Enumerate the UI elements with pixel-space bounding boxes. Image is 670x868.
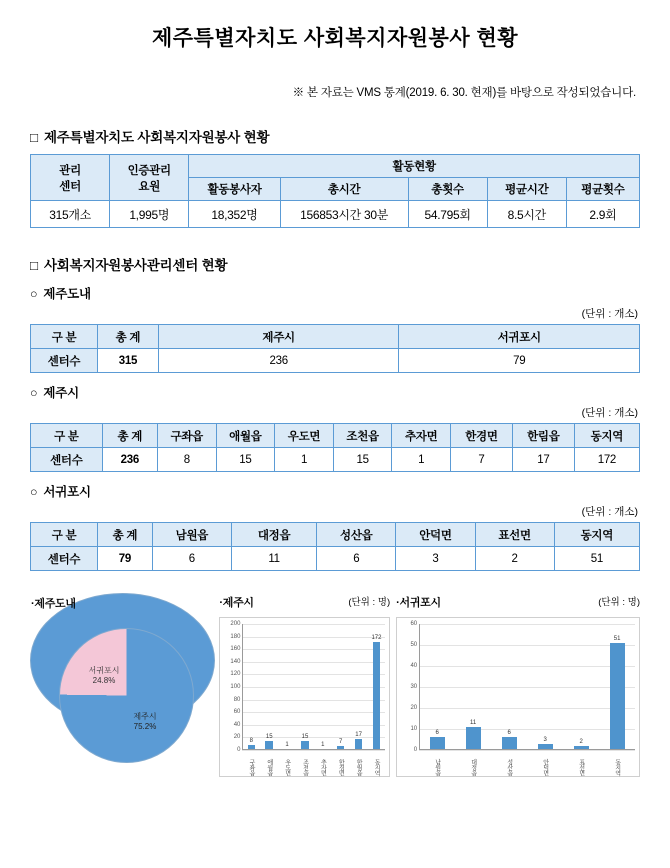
- th-center-l1: 관리: [59, 164, 81, 177]
- y-tick-label: 160: [230, 646, 241, 653]
- th-total: 총 계: [97, 523, 152, 547]
- bar-value-label: 6: [507, 730, 511, 737]
- chart-bar2-title: [396, 594, 441, 610]
- y-tick-label: 30: [410, 684, 418, 690]
- section-heading-overview: [30, 126, 640, 146]
- th-seongsan: 성산읍: [317, 523, 396, 547]
- table-row: [31, 547, 640, 571]
- bar-value-label: 1: [285, 742, 289, 748]
- plot-area: [419, 624, 635, 750]
- y-axis: [419, 624, 420, 750]
- y-axis: [242, 624, 243, 750]
- chart-pie-title: [31, 595, 76, 611]
- th-chuja: 추자면: [392, 424, 451, 448]
- unit-note-2: (단위 : 개소): [581, 407, 638, 419]
- gridline: [419, 645, 635, 646]
- x-tick-label: 안덕면: [541, 758, 548, 775]
- th-division: 구 분: [31, 424, 103, 448]
- gridline: [242, 674, 385, 675]
- y-tick-label: 0: [237, 747, 241, 753]
- td-jeju-si: 236: [158, 349, 399, 373]
- table-overview: [30, 154, 640, 228]
- page-title: 제주특별자치도 사회복지자원봉사 현황: [151, 27, 519, 50]
- x-tick-label: 성산읍: [505, 758, 512, 775]
- th-seogwipo-si: 서귀포시: [399, 325, 640, 349]
- td-hallim: 17: [512, 448, 574, 472]
- pie-slice-label-jeju: [127, 712, 163, 732]
- th-dong: 동지역: [574, 424, 639, 448]
- section-heading-centers: [30, 254, 640, 274]
- th-namwon: 남원읍: [152, 523, 231, 547]
- pie-wrapper: [59, 628, 194, 763]
- y-tick-label: 180: [230, 633, 241, 640]
- subheading-jejudonae: [30, 284, 640, 302]
- bar-value-label: 1: [321, 742, 325, 748]
- x-tick-label: 대정읍: [469, 758, 476, 775]
- gridline: [242, 687, 385, 688]
- th-andeok: 안덕면: [396, 523, 475, 547]
- td-avg-hours: 8.5시간: [487, 201, 566, 228]
- unit-note-1: (단위 : 개소): [581, 308, 638, 320]
- x-tick-label: 동지역: [372, 758, 379, 775]
- gridline: [242, 725, 385, 726]
- dot-bullet-icon: ·: [219, 597, 223, 609]
- th-total: 총 계: [97, 325, 158, 349]
- x-tick-label: 우도면: [283, 758, 290, 775]
- gridline: [419, 750, 635, 751]
- x-axis: [242, 749, 385, 750]
- th-udo: 우도면: [275, 424, 334, 448]
- th-center-l2: 센터: [59, 180, 81, 193]
- th-total-hours: 총시간: [280, 178, 408, 201]
- td-seongsan: 6: [317, 547, 396, 571]
- y-tick-label: 100: [230, 684, 241, 690]
- chart-bar-seogwipo: [396, 593, 640, 777]
- subheading-seogwipo-label: 서귀포시: [43, 485, 91, 499]
- gridline: [242, 649, 385, 650]
- th-activity: 활동현황: [189, 155, 640, 178]
- th-cert-l2: 요원: [138, 180, 161, 193]
- bar-value-label: 11: [470, 719, 477, 726]
- circle-bullet-icon: ○: [30, 287, 38, 301]
- td-jocheon: 15: [333, 448, 392, 472]
- gridline: [242, 750, 385, 751]
- pie-jeju-l1: 제주시: [133, 712, 157, 721]
- y-tick-label: 0: [413, 747, 418, 753]
- td-rowlabel: 센터수: [31, 349, 98, 373]
- td-hangyeong: 7: [451, 448, 513, 472]
- th-dong: 동지역: [554, 523, 639, 547]
- x-tick-label: 한림읍: [355, 758, 362, 775]
- th-avg-count: 평균횟수: [566, 178, 639, 201]
- subheading-jejusi-label: 제주시: [43, 386, 79, 400]
- gridline: [242, 662, 385, 663]
- th-cert: [110, 155, 189, 201]
- th-division: 구 분: [31, 523, 98, 547]
- x-tick-label: 표선면: [577, 758, 584, 775]
- y-tick-label: 200: [230, 621, 241, 627]
- x-tick-label: 애월읍: [265, 758, 272, 775]
- th-hallim: 한림읍: [512, 424, 574, 448]
- th-pyoseon: 표선면: [475, 523, 554, 547]
- td-chuja: 1: [392, 448, 451, 472]
- subheading-seogwipo: [30, 482, 640, 500]
- x-tick-label: 조천읍: [301, 758, 308, 775]
- bar-value-label: 15: [301, 733, 309, 740]
- y-tick-label: 60: [233, 709, 241, 716]
- td-total: 79: [97, 547, 152, 571]
- gridline: [242, 700, 385, 701]
- y-tick-label: 60: [410, 621, 418, 627]
- td-total: 236: [102, 448, 157, 472]
- pie-chart: [59, 628, 194, 763]
- y-tick-label: 20: [233, 734, 241, 741]
- bar-chart-jejusi: [219, 617, 390, 777]
- bar-value-label: 7: [339, 738, 343, 745]
- th-volunteers: 활동봉사자: [189, 178, 280, 201]
- gridline: [419, 687, 635, 688]
- th-jeju-si: 제주시: [158, 325, 399, 349]
- gridline: [242, 624, 385, 625]
- bar-value-label: 2: [579, 738, 583, 745]
- gridline: [419, 624, 635, 625]
- chart-bar1-title-label: 제주시: [222, 597, 254, 609]
- chart-bar-jejusi: [219, 593, 390, 777]
- table-seogwipo: [30, 522, 640, 571]
- th-avg-hours: 평균시간: [487, 178, 566, 201]
- y-tick-label: 40: [410, 663, 418, 669]
- td-rowlabel: 센터수: [31, 547, 98, 571]
- bar: [610, 643, 625, 750]
- td-total: 315: [97, 349, 158, 373]
- bar-value-label: 51: [613, 635, 621, 642]
- table-row: [31, 325, 640, 349]
- td-dong: 51: [554, 547, 639, 571]
- bar-value-label: 17: [355, 732, 362, 739]
- pie-jeju-val: 75.2%: [133, 722, 157, 731]
- charts-row: [30, 593, 640, 777]
- x-tick-label: 동지역: [613, 758, 620, 775]
- bar-value-label: 15: [265, 733, 273, 740]
- y-tick-label: 140: [230, 658, 241, 665]
- td-cert: 1,995명: [110, 201, 189, 228]
- td-center: 315개소: [31, 201, 110, 228]
- chart-bar1-title: [219, 594, 253, 610]
- td-total-hours: 156853시간 30분: [280, 201, 408, 228]
- th-gujwa: 구좌읍: [157, 424, 216, 448]
- table-jejusi: [30, 423, 640, 472]
- chart-pie-jejudonae: [30, 593, 215, 731]
- td-gujwa: 8: [157, 448, 216, 472]
- plot-area: [242, 624, 385, 750]
- pie-slice-label-seogwipo: [87, 666, 121, 686]
- subheading-jejudonae-label: 제주도내: [43, 287, 91, 301]
- td-andeok: 3: [396, 547, 475, 571]
- x-tick-label: 구좌읍: [247, 758, 254, 775]
- td-namwon: 6: [152, 547, 231, 571]
- bar: [466, 727, 481, 750]
- y-tick-label: 40: [233, 721, 241, 728]
- pie-seo-val: 24.8%: [92, 676, 116, 685]
- y-tick-label: 120: [230, 671, 241, 678]
- table-row: [31, 424, 640, 448]
- circle-bullet-icon: ○: [30, 485, 38, 499]
- th-hangyeong: 한경면: [451, 424, 513, 448]
- gridline: [419, 729, 635, 730]
- unit-note-3: (단위 : 개소): [581, 506, 638, 518]
- th-division: 구 분: [31, 325, 98, 349]
- bar-value-label: 3: [543, 736, 547, 743]
- x-tick-label: 남원읍: [433, 758, 440, 775]
- td-total-count: 54.795회: [408, 201, 487, 228]
- table-row: [31, 201, 640, 228]
- y-tick-label: 10: [410, 726, 418, 732]
- y-tick-label: 50: [410, 642, 418, 648]
- square-bullet-icon: □: [30, 130, 38, 145]
- dot-bullet-icon: ·: [396, 597, 400, 609]
- td-aewol: 15: [216, 448, 275, 472]
- th-total-count: 총횟수: [408, 178, 487, 201]
- x-tick-label: 추자면: [319, 758, 326, 775]
- pie-seo-l1: 서귀포시: [88, 666, 120, 675]
- th-jocheon: 조천읍: [333, 424, 392, 448]
- chart-bar2-title-label: 서귀포시: [399, 597, 441, 609]
- section-heading-overview-label: 제주특별자치도 사회복지자원봉사 현황: [43, 130, 270, 145]
- square-bullet-icon: □: [30, 258, 38, 273]
- td-dong: 172: [574, 448, 639, 472]
- dot-bullet-icon: ·: [31, 598, 35, 610]
- x-axis: [419, 749, 635, 750]
- table-row: [31, 155, 640, 178]
- th-center: [31, 155, 110, 201]
- td-volunteers: 18,352명: [189, 201, 280, 228]
- table-row: [31, 349, 640, 373]
- x-tick-label: 한경면: [337, 758, 344, 775]
- chart-bar1-unit: (단위 : 명): [348, 597, 391, 608]
- th-daejeong: 대정읍: [231, 523, 316, 547]
- source-note: ※ 본 자료는 VMS 통계(2019. 6. 30. 현재)를 바탕으로 작성되었습니다.: [292, 87, 636, 99]
- th-aewol: 애월읍: [216, 424, 275, 448]
- bar-chart-seogwipo: [396, 617, 640, 777]
- td-udo: 1: [275, 448, 334, 472]
- circle-bullet-icon: ○: [30, 386, 38, 400]
- td-seogwipo-si: 79: [399, 349, 640, 373]
- th-cert-l1: 인증관리: [127, 164, 171, 177]
- table-row: [31, 523, 640, 547]
- chart-bar2-unit: (단위 : 명): [598, 597, 640, 608]
- table-jejudonae: [30, 324, 640, 373]
- td-daejeong: 11: [231, 547, 316, 571]
- subheading-jejusi: [30, 383, 640, 401]
- td-pyoseon: 2: [475, 547, 554, 571]
- bar-value-label: 172: [371, 634, 382, 641]
- bar-value-label: 8: [249, 737, 254, 744]
- gridline: [242, 712, 385, 713]
- bar-value-label: 6: [435, 730, 439, 737]
- th-total: 총 계: [102, 424, 157, 448]
- chart-pie-title-label: 제주도내: [34, 598, 76, 610]
- gridline: [419, 666, 635, 667]
- bar: [373, 642, 381, 750]
- td-avg-count: 2.9회: [566, 201, 639, 228]
- table-row: [31, 448, 640, 472]
- y-tick-label: 20: [410, 705, 418, 711]
- y-tick-label: 80: [233, 696, 241, 703]
- gridline: [419, 708, 635, 709]
- td-rowlabel: 센터수: [31, 448, 103, 472]
- section-heading-centers-label: 사회복지자원봉사관리센터 현황: [43, 258, 228, 273]
